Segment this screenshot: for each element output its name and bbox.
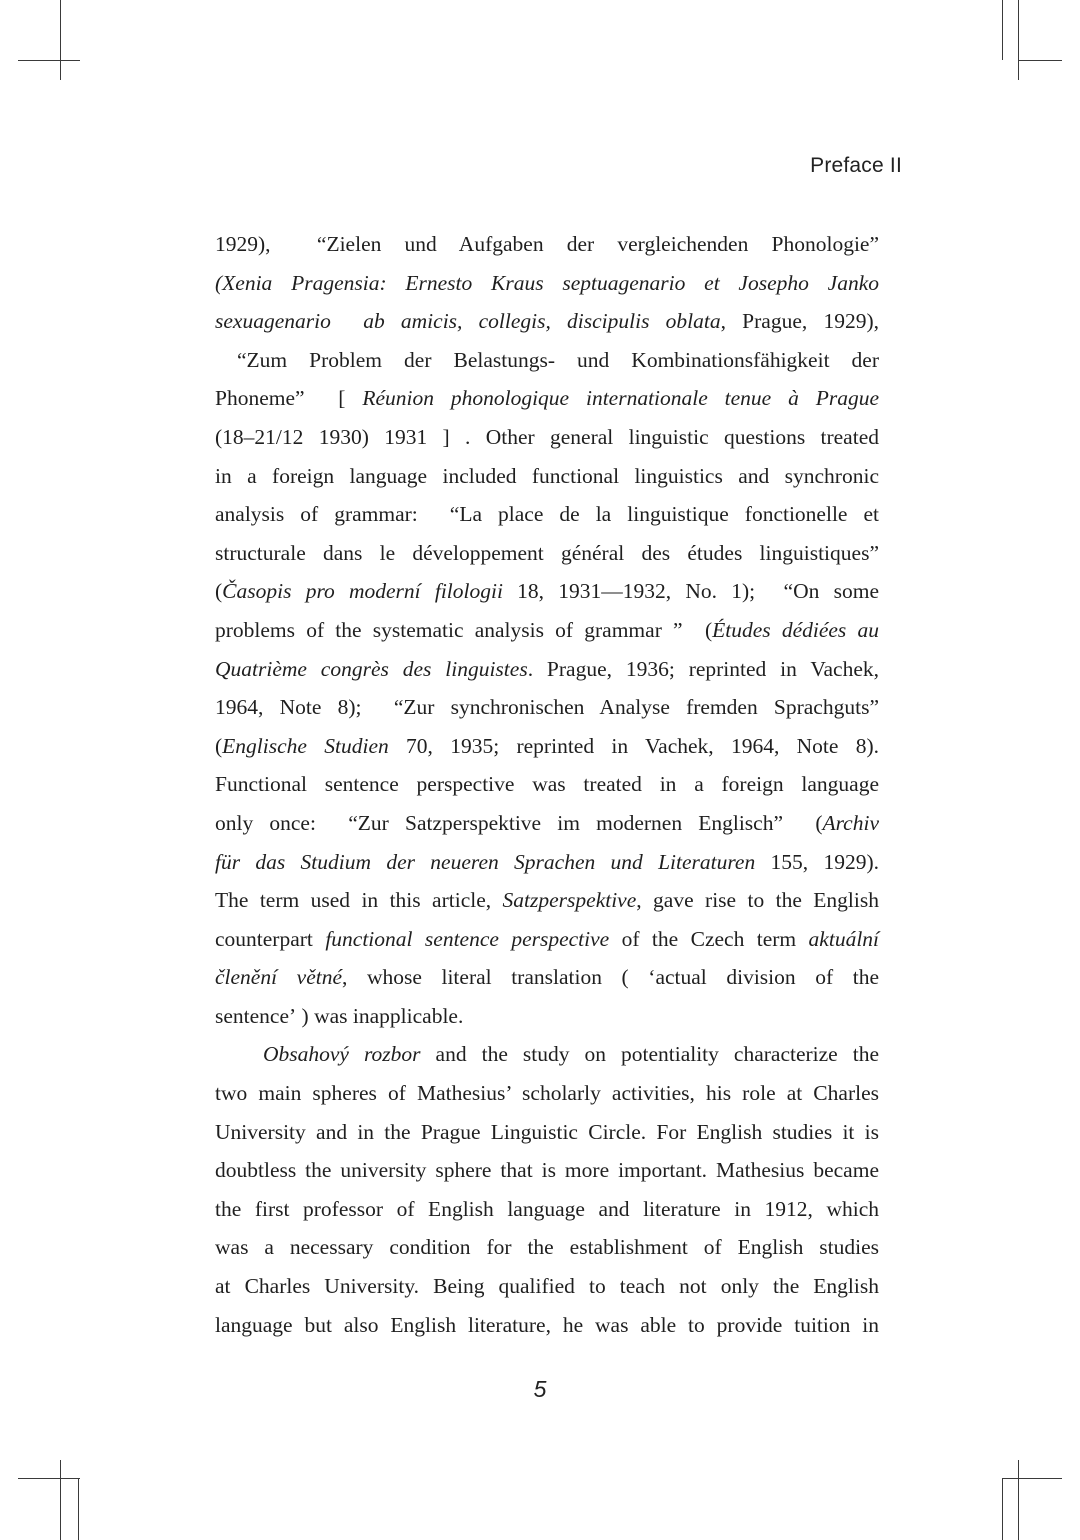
text-line <box>215 727 879 766</box>
roman-span: , Prague, 1929), <box>720 309 879 334</box>
roman-span: , whose literal translation ( ‘actual division of the <box>342 965 879 990</box>
text-line: Functional sentence perspective was treated in a foreign language <box>215 772 879 797</box>
text-line: structurale dans le développement général des études linguistiques” <box>215 540 879 565</box>
crop-mark-bottom-left-vertical-2 <box>78 1478 79 1540</box>
roman-span: Phoneme” [ <box>215 386 363 411</box>
text-line <box>215 611 879 650</box>
crop-mark-bottom-right-horizontal <box>1002 1478 1062 1479</box>
italic-span: aktuální <box>808 926 880 951</box>
text-line: at Charles University. Being qualified to teach not only the English <box>215 1274 879 1299</box>
running-header: Preface II <box>810 154 902 177</box>
paragraph-last-line: sentence’ ) was inapplicable. <box>215 1003 464 1028</box>
crop-mark-bottom-left-horizontal <box>18 1478 80 1479</box>
italic-span: Archiv <box>822 810 879 835</box>
text-line: 1964, Note 8); “Zur synchronischen Analyse fremden Sprachguts” <box>215 695 879 720</box>
text-line: in a foreign language included functional linguistics and synchronic <box>215 463 879 488</box>
text-line <box>215 804 879 843</box>
italic-span: für das Studium der neueren Sprachen und Literaturen <box>215 849 756 874</box>
roman-span: counterpart <box>215 926 326 951</box>
text-line: University and in the Prague Linguistic Circle. For English studies it is <box>215 1119 879 1144</box>
text-line: the first professor of English language and literature in 1912, which <box>215 1196 879 1221</box>
italic-span: Études dédiées au <box>712 617 879 642</box>
page-number: 5 <box>533 1376 547 1402</box>
text-line <box>215 881 879 920</box>
crop-mark-bottom-right-vertical <box>1002 1478 1003 1540</box>
crop-mark-top-right-horizontal <box>1018 60 1062 61</box>
italic-span: Quatrième congrès des linguistes <box>215 656 528 681</box>
crop-mark-top-left-horizontal <box>18 60 80 61</box>
italic-span: Satzperspektive <box>502 888 637 913</box>
italic-span: Časopis pro moderní filologii <box>222 579 503 604</box>
text-line: was a necessary condition for the establishment of English studies <box>215 1235 879 1260</box>
roman-span: only once: “Zur Satzperspektive im modernen Englisch” ( <box>215 810 823 835</box>
italic-span: sexuagenario ab amicis, collegis, discipulis oblata <box>215 309 721 334</box>
roman-span: , gave rise to the English <box>636 888 879 913</box>
roman-span: problems of the systematic analysis of grammar ” ( <box>215 617 713 642</box>
italic-span: členění větné <box>215 965 343 990</box>
crop-mark-top-right-vertical <box>1002 0 1003 60</box>
body-text <box>215 225 879 1344</box>
text-line: (Xenia Pragensia: Ernesto Kraus septuagenario et Josepho Janko <box>215 270 879 295</box>
text-line: 1929), “Zielen und Aufgaben der vergleichenden Phonologie” <box>215 232 879 256</box>
text-line <box>215 920 879 959</box>
crop-mark-bottom-left-vertical <box>60 1460 61 1540</box>
italic-span: Obsahový rozbor <box>263 1042 421 1067</box>
text-line <box>215 650 879 689</box>
crop-mark-bottom-right-vertical-2 <box>1018 1460 1019 1540</box>
roman-span: . Prague, 1936; reprinted in Vachek, <box>527 656 879 681</box>
text-line <box>215 958 879 997</box>
roman-span: ( <box>215 579 223 604</box>
text-line <box>215 843 879 882</box>
text-line: analysis of grammar: “La place de la linguistique fonctionelle et <box>215 502 879 527</box>
roman-span: 18, 1931—1932, No. 1); “On some <box>502 579 879 604</box>
text-line: “Zum Problem der Belastungs- und Kombinationsfähigkeit der <box>215 347 879 372</box>
text-line <box>215 379 879 418</box>
text-line: (18–21/12 1930) 1931 ] . Other general linguistic questions treated <box>215 424 879 449</box>
roman-span: and the study on potentiality characterize the <box>420 1042 879 1067</box>
roman-span: ( <box>215 733 223 758</box>
text-line <box>215 572 879 611</box>
text-line: two main spheres of Mathesius’ scholarly activities, his role at Charles <box>215 1081 879 1106</box>
italic-span: Englische Studien <box>222 733 389 758</box>
crop-mark-top-right-vertical-2 <box>1018 0 1019 80</box>
italic-span: Réunion phonologique internationale tenue à Prague <box>362 386 880 411</box>
roman-span: 70, 1935; reprinted in Vachek, 1964, Note 8). <box>388 733 879 758</box>
paragraph-first-line <box>215 1035 879 1074</box>
crop-mark-top-left-vertical <box>60 0 61 80</box>
text-line: language but also English literature, he was able to provide tuition in <box>215 1312 879 1337</box>
roman-span: The term used in this article, <box>215 888 503 913</box>
text-line <box>215 302 879 341</box>
roman-span: of the Czech term <box>609 926 809 951</box>
italic-span: functional sentence perspective <box>325 926 610 951</box>
text-line: doubtless the university sphere that is more important. Mathesius became <box>215 1158 879 1183</box>
roman-span: 155, 1929). <box>755 849 879 874</box>
